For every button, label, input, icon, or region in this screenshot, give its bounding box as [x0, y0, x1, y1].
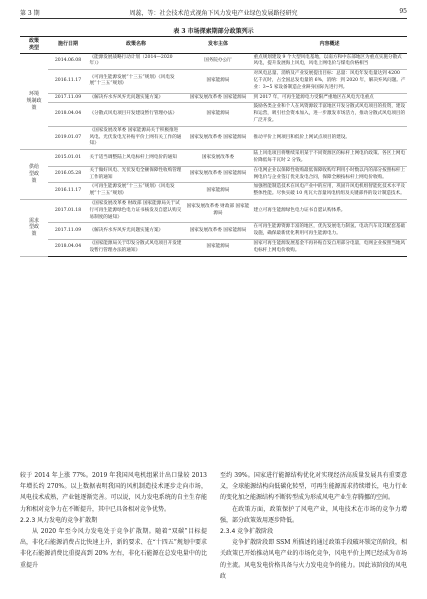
column-header: 发布主体	[184, 37, 252, 54]
table-row	[20, 239, 407, 256]
column-header: 政策名称	[88, 37, 184, 54]
table-row	[20, 166, 407, 183]
issuer-cell: 国务院办公厅	[184, 53, 252, 70]
policy-name-cell: 《国家发展改革委 财政部 国家能源局关于试行可再生能源绿色电力证书核发及自愿认购交易制度的通知》	[88, 199, 184, 222]
table-row	[20, 150, 407, 167]
policy-table-container	[20, 36, 407, 465]
issuer-cell: 国家能源局	[184, 239, 252, 256]
policy-name-cell: 《能源发展战略行动计划（2014—2020 年）》	[88, 53, 184, 70]
policy-name-cell: 《解决弃水弃风弃光问题实施方案》	[88, 223, 184, 240]
column-header: 施行日期	[48, 37, 88, 54]
issuer-cell: 国家能源局	[184, 103, 252, 126]
body-column-right	[220, 470, 407, 582]
running-header	[20, 6, 407, 19]
table-body	[20, 53, 407, 256]
table-row	[20, 199, 407, 222]
section-heading: 2.2.3 风力发电的竞争扩散期	[20, 516, 98, 524]
table-row	[20, 53, 407, 70]
content-cell: 对风电总量、消纳及产业发展提出目标：总量：风电年发电量达到 4200 亿千瓦时，占全国总发电量的 6%，消纳：到 2020 年，解决弃风问题。产业：3~5 家设备制造企业跻身国际先进行列。	[252, 70, 407, 93]
policy-table	[20, 36, 407, 257]
content-cell: 在可再生能源资源丰富的地区，优先发展电力制氢、电动汽车及其配套基础设施，确保最新优化利用可再生能源电力。	[252, 223, 407, 240]
issuer-cell: 国家发展改革委 财政部 国家能源局	[184, 199, 252, 222]
date-cell: 2017.11.09	[48, 93, 88, 103]
column-header: 内容概述	[252, 37, 407, 54]
body-column-left	[20, 470, 207, 571]
issuer-cell: 国家能源局	[184, 183, 252, 200]
policy-name-cell: 《分散式风电项目开发建设暂行管理办法》	[88, 103, 184, 126]
content-cell: 推动平价上网项目和低价上网试点项目的建设。	[252, 126, 407, 149]
section-heading: 2.3.4 竞争扩散阶段	[220, 528, 274, 536]
table-row	[20, 70, 407, 93]
date-cell: 2019.01.07	[48, 126, 88, 149]
policy-name-cell: 《可再生能源发展“十三五”规划》《风电发展“十三五”规划》	[88, 183, 184, 200]
policy-name-cell: 《国家能源局关于印发分散式风电项目开发建设暂行管理办法的通知》	[88, 239, 184, 256]
content-cell: 到 2017 年，可再生能源电力受限严重地区在风电光电重点	[252, 93, 407, 103]
issuer-cell: 国家发展改革委 国家能源局	[184, 223, 252, 240]
running-title: 周蕊，等：社会技术范式视角下风力发电产业绿色发展路径研究	[129, 10, 298, 17]
content-cell: 加强智能制造技术在风电产业中的应用，巩固升风电机组智能化技术水平及整体性能。尽快实破 10 兆瓦大容量风电机组及关键部件的设计制造技术。	[252, 183, 407, 200]
policy-category-cell: 环境 规制政 策	[20, 53, 48, 150]
policy-category-cell: 需求 型政 策	[20, 199, 48, 256]
table-header-row	[20, 37, 407, 54]
table-row	[20, 183, 407, 200]
table-row	[20, 126, 407, 149]
body-paragraph: 在政策方面，政策保护了风电产业，风电技术在市场的竞争力增强，部分政策效用逐步降低。	[220, 505, 407, 524]
date-cell: 2017.01.18	[48, 199, 88, 222]
policy-category-cell: 供给 型政 策	[20, 150, 48, 200]
content-cell: 建立可再生能源绿色电力证书自愿认购体系。	[252, 199, 407, 222]
column-header: 政策 类型	[20, 37, 48, 54]
content-cell: 鼓励各类企业和个人在风资源较丰富地区开发分散式风电项目的投资，建设和运营，吸引社会资本加入，进一步激发市场活力，推动分散式风电项目的广泛开发。	[252, 103, 407, 126]
date-cell: 2017.11.09	[48, 223, 88, 240]
content-cell: 在电网企业以保障性收购最低保障收购年利用小时数以内的部分按照标杆上网电价与企业签订优先发电合同，保障全额按标杆上网电价收购。	[252, 166, 407, 183]
content-cell: 陆上风电项目将继续采用某于不同资源区的标杆上网电价政策。各区上网电价降低每千瓦时 2 分钱。	[252, 150, 407, 167]
policy-name-cell: 《解决弃水弃风弃光问题实施方案》	[88, 93, 184, 103]
body-text	[20, 470, 407, 595]
date-cell: 2016.05.28	[48, 166, 88, 183]
table-row	[20, 103, 407, 126]
issuer-cell: 国家发展改革委 国家能源局	[184, 166, 252, 183]
policy-name-cell: 关于适当调整陆上风电标杆上网电价的通知	[88, 150, 184, 167]
date-cell: 2016.11.17	[48, 183, 88, 200]
issue-number: 第 3 期	[20, 10, 40, 17]
date-cell: 2015.01.01	[48, 150, 88, 167]
date-cell: 2016.11.17	[48, 70, 88, 93]
date-cell: 2018.04.04	[48, 103, 88, 126]
page-number: 95	[399, 8, 407, 15]
policy-name-cell: 关于做好风电、光伏发电全额保障性收购管理工作的通知	[88, 166, 184, 183]
issuer-cell: 国家发展改革委 国家能源局	[184, 126, 252, 149]
issuer-cell: 国家发展改革委	[184, 150, 252, 167]
policy-name-cell: 《国家发展改革委 国家能源局关于积极推进风电、光伏发电无补贴平价上网有关工作的通知》	[88, 126, 184, 149]
content-cell: 国家可再生能源发展基金不再补贴自发自用部分电量，电网企业按照当地风电标杆上网电价收购。	[252, 239, 407, 256]
body-paragraph: 较于 2014 年上涨 77%。2019 年我国风电机组累计出口量较 2013 年增长约 270%。以上数据表明我国的风机制造技术逐步走向市场，风电技术成熟，产业链逐渐完善。可以说，风力发电系统的自主生存能力和相对竞争力在不断提升，其中已具备相对竞争优势。	[20, 472, 207, 513]
body-paragraph: 从 2020 年至今风力发电处于竞争扩散期。随着“双碳”目标提出，非化石能源消费占比快速上升，新的要求、在“十四五”规划中要求非化石能源消费比重提高到 20% 左右，非化石能源在总发电量中的比重提升	[20, 528, 207, 569]
table-row	[20, 223, 407, 240]
date-cell: 2018.04.04	[48, 239, 88, 256]
date-cell: 2014.06.08	[48, 53, 88, 70]
table-caption: 表 3 市场探索期部分政策列示	[173, 28, 254, 35]
issuer-cell: 国家能源局	[184, 70, 252, 93]
table-row	[20, 93, 407, 103]
policy-name-cell: 《可再生能源发展“十三五”规划》《风电发展“十三五”规划》	[88, 70, 184, 93]
content-cell: 重点规划建设 9 个大型风电基地，以南方和中东部地区为重点实施分散式风电，提升发展海上风电，风电上网电价与煤电价格相当	[252, 53, 407, 70]
issuer-cell: 国家发展改革委 国家能源局	[184, 93, 252, 103]
body-paragraph: 竞争扩散阶段即 SSM 所描述的通过政策手段破坏锁定的阶段，相关政策已开始推动风电产业的市场化竞争，风电平价上网已经成为市场的主流。风电发电价格具备与火力发电竞争的能力。因此该阶段的风电政	[220, 539, 407, 580]
body-paragraph: 至约 39%。国家进行能源结构优化对实现经济高质量发展具有重要意义，全球能源结构向低碳化转型，可再生能源需求持续增长，电力行业的变化加之能源结构不断转型成为形成风电产业生存腾挪的空间。	[220, 472, 407, 502]
